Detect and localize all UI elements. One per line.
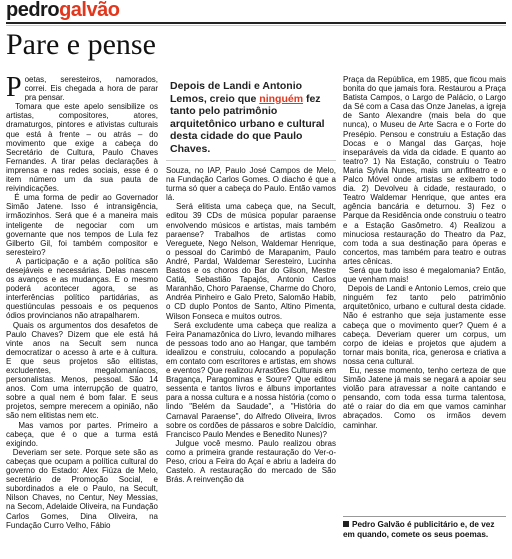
column-1-text: oetas, seresteiros, namorados, correi. Eis chegada a hora de parar pra pensar. Tomara que este apelo sensibilize os artistas, compositores, atores, dramaturgos, pintores e ativistas culturais que está à frente – ou atrás – do movimento que exige a cabeça do Secretário de Cultura, Paulo Chaves Fernandes. A tirar pelas declarações à imprensa e nas redes sociais, esse é o item número um da sua pauta de reivindicações. É uma forma de pedir ao Governador Simão Jatene. Isso é intransigência, irmãozinhos. Será que é a maneira mais inteligente de negociar com um governante que nos tempos de Lula fez Gilberto Gil, foi também compositor e seresteiro? A participação e a ação política são desejáveis e necessárias. Delas nascem os avanços e as mudanças. E o mesmo poderá acontecer agora, se as interferências político partidárias, as questiúnculas pessoais e os pequenos ódios provincianos não atrapalharem. Quais os argumentos dos desafetos de Paulo Chaves? Dizem que ele está há vinte anos na Secult sem nunca democratizar o acesso à arte e à cultura. E que seus projetos são elitistas, excludentes, megalomaníacos, personalistas. Menos, pessoal. São 14 anos. Com uma interrupção de quatro, sobre a qual nem é bom falar. E seus projetos, sempre merecem a opinião, não são nem elitistas nem etc. Mas vamos por partes. Primeiro a cabeça, que é o que a turma está exigindo. Deveriam ser sete. Porque sete são as cabeças que ocupam a política cultural do governo do Estado: Alex Fiúza de Melo, secretário de Promoção Social, e subordinados a ele o Paulo, na Secult, Nilson Chaves, no Centur, Ney Messias, na Secom, Adelaide Oliveira, na Fundação Carlos Gomes, Dina Oliveira, na Fundação Curro Velho, Fábio (6, 75, 158, 530)
article-title: Pare e pense (6, 28, 156, 61)
article-column-3: Praça da República, em 1985, que ficou mais bonita do que jamais fora. Restaurou a Praça Batista Campos, o Largo de Palácio, o Largo da Sé com a Casa das Onze Janelas, a igreja de Santo Alexandre (mais bela do que nunca), o Museu de Arte Sacra e o Forte do Presépio. Pensou e construiu a Estação das Docas e o Mangal das Garças, hoje inseparáveis da vida da cidade. E quanto ao teatro? 1) Na Estação, construiu o Teatro Maria Sylvia Nunes, mais um anfiteatro e o Palco Móvel onde artistas se exibem todo dia. 2) Devolveu à cidade, restaurado, o Teatro Waldemar Henrique, que antes era agência bancária e deturnou. 3) Fez o Parque da Residência onde construiu o teatro e a Estação Gasômetro. 4) Realizou a minuciosa restauração do Theatro da Paz, com toda a sua destinação para óperas e concertos, mas também para teatro e outras artes cênicas. Será que tudo isso é megalomania? Então, que venham mais! Depois de Landi e Antonio Lemos, creio que ninguém fez tanto pelo patrimônio arquitetônico, urbano e cultural desta cidade. Não é estranho que seja justamente esse cabeça que o movimento quer? Quem é a cabeça. Deveriam querer um corpus, um corpo de ideias e projetos que ajudem a tornar mais bonita, rica, generosa e criativa a nossa cena cultural. Eu, nesse momento, tenho certeza de que Simão Jatene já mais se negará a apoiar seu violão para atravessar a noite cantando e pensando, com toda essa turma talentosa, até o raiar do dia em que vamos caminhar abraçados. Como os irmãos devem caminhar. (343, 75, 506, 430)
author-note (343, 520, 506, 540)
author-note-text: Pedro Galvão é publicitário e, de vez em quando, comete os seus poemas. (343, 520, 495, 539)
pull-quote-divider (166, 160, 336, 161)
author-rule (343, 516, 506, 517)
pull-quote (170, 80, 336, 155)
brand-part-2: galvão (59, 0, 120, 21)
pull-quote-highlight: ninguém (259, 92, 304, 105)
header-rule (6, 25, 506, 26)
article-column-2: Souza, no IAP, Paulo José Campos de Melo, na Fundação Carlos Gomes. O diacho é que a turma só quer a cabeça do Paulo. Então vamos lá. Será elitista uma cabeça que, na Secult, editou 39 CDs de música popular paraense envolvendo músicos e artistas, mais também paraense? Trabalhos de artistas como Vereguete, Nego Nelson, Waldemar Henrique, o pessoal do Carimbó de Marapanim, Paulo André, Pardal, Waldemar Seresteiro, Lucinha Bastos e os choros do Bar do Gilson, Mestre Catiá, Sebastião Tapajós, Antonio Carlos Maranhão, Choro Paraense, Charme do Choro, Andréa Pinheiro e Galo Preto, Salomão Habib, o CD duplo Pontos de Santo, Altino Pimenta, Wilson Fonseca e muitos outros. Será excludente uma cabeça que realiza a Feira Panamazônica do Livro, levando milhares de pessoas todo ano ao Hangar, que também idealizou e construiu, colocando a população em contato com escritores e artistas, em shows e eventos? Que realizou Arrastões Culturais em Bragança, Paragominas e Soure? Que editou sessenta e tantos livros e álbuns importantes para a nossa cultura e a nossa história (como o lindo "Belém da Saudade", a "História do Carnaval Paraense", do Alfredo Oliveira, livros sobre os cordões de pássaros e sobre Dalcídio, Francisco Paulo Mendes e Benedito Nunes)? Julgue você mesmo. Paulo realizou obras como a primeira grande restauração do Ver-o-Peso, criou a Feira do Açaí e abriu a ladeira do Castelo. A restauração do mercado de São Brás. A reinvenção da (166, 166, 336, 485)
column-brand (6, 0, 119, 22)
drop-cap: P (6, 72, 22, 103)
pull-quote-after: fez tanto pelo patrimônio arquitetônico urbano e cultural desta cidade do que Paulo Chaves. (170, 92, 325, 155)
bullet-square-icon (343, 521, 349, 527)
brand-part-1: pedro (6, 0, 60, 21)
column-header (6, 0, 506, 24)
pull-quote-before: Depois de Landi e Antonio Lemos, creio que (170, 80, 303, 105)
article-column-1 (6, 72, 158, 530)
